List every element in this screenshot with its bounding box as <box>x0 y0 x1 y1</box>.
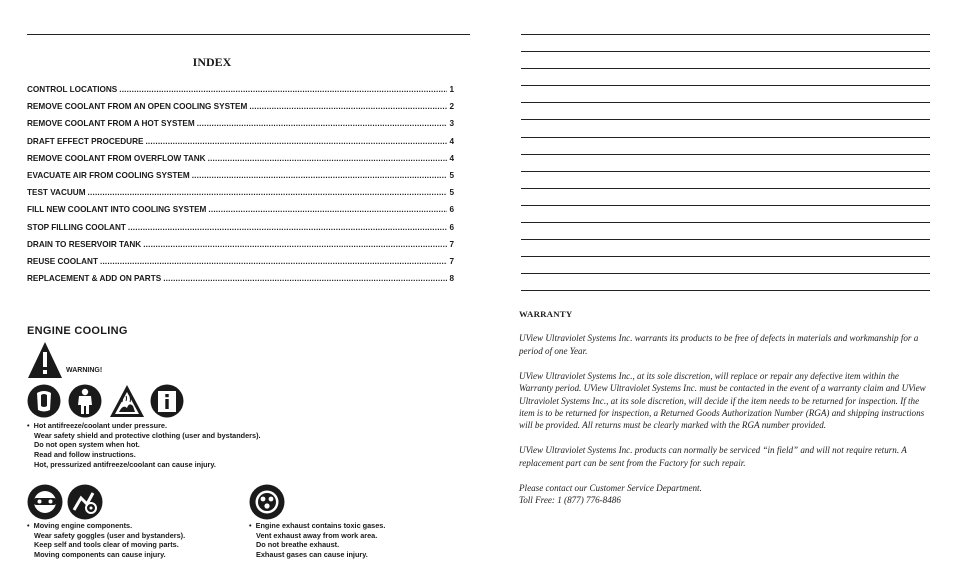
index-entry-page: 5 <box>449 188 454 198</box>
warning-line: • Engine exhaust contains toxic gases. <box>249 521 386 530</box>
engine-cooling-heading: ENGINE COOLING <box>27 325 128 337</box>
index-leader-dots <box>143 240 447 249</box>
warning-line: • Moving engine components. <box>27 521 133 530</box>
index-entry-title: REPLACEMENT & ADD ON PARTS <box>27 274 162 284</box>
index-entry[interactable] <box>27 137 454 154</box>
index-leader-dots <box>119 85 447 94</box>
index-entry-page: 6 <box>449 205 454 215</box>
index-entry-title: REMOVE COOLANT FROM AN OPEN COOLING SYSTEM <box>27 102 248 112</box>
index-entry[interactable] <box>27 223 454 240</box>
warranty-paragraph: UView Ultraviolet Systems Inc., at its sole discretion, will replace or repair any defective item within the Warranty period. UView Ultraviolet Systems Inc. must be contacted in the event of a warranty claim and UView Ultraviolet Systems Inc., at its sole discretion, will decide if the item needs to be returned for inspection. If the item is to be returned for inspection, a Returned Goods Authorization Number (RGA) and shipping instructions will be provided. All returns must be clearly marked with the RGA number provided. <box>519 370 926 431</box>
top-rule <box>27 34 470 35</box>
notes-line <box>521 256 930 257</box>
notes-line <box>521 222 930 223</box>
warning-triangle-icon <box>27 341 63 379</box>
index-entry[interactable] <box>27 85 454 102</box>
index-leader-dots <box>208 205 447 214</box>
index-entry-page: 7 <box>449 239 454 249</box>
warning-line: Read and follow instructions. <box>34 450 136 460</box>
notes-line <box>521 154 930 155</box>
index-entry-title: CONTROL LOCATIONS <box>27 85 118 94</box>
read-manual-icon <box>150 384 184 418</box>
notes-line <box>521 68 930 69</box>
notes-line <box>521 85 930 86</box>
index-entry[interactable] <box>27 171 454 188</box>
warning-line: Do not breathe exhaust. <box>256 540 340 550</box>
index-entry-page: 8 <box>449 274 454 284</box>
notes-line <box>521 119 930 120</box>
warning-line: Wear safety goggles (user and bystanders). <box>34 530 186 540</box>
index-entry-page: 7 <box>449 256 454 266</box>
warning-line: Keep self and tools clear of moving parts. <box>34 540 179 550</box>
index-leader-dots <box>249 102 447 111</box>
index-entry[interactable] <box>27 119 454 136</box>
safety-goggles-icon <box>27 484 63 520</box>
notes-line <box>521 290 930 291</box>
notes-line <box>521 137 930 138</box>
index-leader-dots <box>145 137 447 146</box>
index-entry-page: 6 <box>449 222 454 232</box>
index-entry[interactable] <box>27 188 454 205</box>
index-leader-dots <box>192 171 448 180</box>
index-leader-dots <box>208 154 448 163</box>
index-entry-page: 2 <box>449 102 454 112</box>
notes-line <box>521 34 930 35</box>
index-entry[interactable] <box>27 257 454 274</box>
notes-line <box>521 205 930 206</box>
index-leader-dots <box>163 274 447 283</box>
index-entry-title: TEST VACUUM <box>27 188 86 198</box>
index-entry-title: REUSE COOLANT <box>27 256 98 266</box>
notes-line <box>521 239 930 240</box>
face-shield-icon <box>27 384 61 418</box>
index-entry-page: 4 <box>449 136 454 146</box>
index-entry[interactable] <box>27 274 454 291</box>
index-entry[interactable] <box>27 154 454 171</box>
warning-text: Moving engine components. <box>33 521 133 530</box>
index-entry[interactable] <box>27 205 454 222</box>
index-leader-dots <box>100 257 447 266</box>
warranty-paragraph: UView Ultraviolet Systems Inc. products can normally be serviced “in field” and will not require return. A replacement part can be sent from the Factory for such repair. <box>519 445 907 468</box>
index-entry-title: DRAFT EFFECT PROCEDURE <box>27 136 144 146</box>
index-entry-title: FILL NEW COOLANT INTO COOLING SYSTEM <box>27 205 207 215</box>
moving-parts-warning <box>27 521 185 560</box>
warning-line: Do not open system when hot. <box>34 440 140 450</box>
index-entry[interactable] <box>27 102 454 119</box>
hot-surface-icon <box>109 384 145 418</box>
notes-line <box>521 188 930 189</box>
notes-line <box>521 102 930 103</box>
warning-line: • Hot antifreeze/coolant under pressure. <box>27 421 168 430</box>
index-entry-title: EVACUATE AIR FROM COOLING SYSTEM <box>27 170 190 180</box>
notes-line <box>521 273 930 274</box>
index-entry-page: 4 <box>449 153 454 163</box>
hot-coolant-warning <box>27 421 261 470</box>
warranty-heading: WARRANTY <box>519 309 573 319</box>
warning-text: Engine exhaust contains toxic gases. <box>255 521 386 530</box>
protective-clothing-icon <box>68 384 102 418</box>
index-entry-title: STOP FILLING COOLANT <box>27 222 126 232</box>
moving-parts-icon <box>67 484 103 520</box>
warranty-paragraph: UView Ultraviolet Systems Inc. warrants its products to be free of defects in materials and workmanship for a period of one Year. <box>519 333 919 356</box>
warning-line: Exhaust gases can cause injury. <box>256 550 368 560</box>
index-list <box>27 85 454 291</box>
index-leader-dots <box>128 223 448 232</box>
warning-text: Hot antifreeze/coolant under pressure. <box>33 421 168 430</box>
index-leader-dots <box>88 188 448 197</box>
index-entry-page: 5 <box>449 170 454 180</box>
notes-line <box>521 51 930 52</box>
index-entry-page: 1 <box>449 85 454 94</box>
notes-lines <box>521 34 930 308</box>
notes-line <box>521 171 930 172</box>
warranty-contact: Please contact our Customer Service Department. <box>519 482 702 493</box>
gas-mask-icon <box>249 484 285 520</box>
index-entry-title: REMOVE COOLANT FROM A HOT SYSTEM <box>27 119 195 129</box>
warranty-phone[interactable]: Toll Free: 1 (877) 776-8486 <box>519 494 621 505</box>
warning-line: Wear safety shield and protective clothing (user and bystanders). <box>34 430 261 440</box>
warning-label: WARNING! <box>66 367 103 374</box>
index-entry-title: REMOVE COOLANT FROM OVERFLOW TANK <box>27 153 206 163</box>
warning-line: Moving components can cause injury. <box>34 550 166 560</box>
warranty-section <box>519 308 931 519</box>
warning-line: Hot, pressurized antifreeze/coolant can cause injury. <box>34 459 216 469</box>
index-entry-title: DRAIN TO RESERVOIR TANK <box>27 239 142 249</box>
index-entry[interactable] <box>27 240 454 257</box>
warning-line: Vent exhaust away from work area. <box>256 530 378 540</box>
index-title: INDEX <box>192 55 232 69</box>
index-entry-page: 3 <box>449 119 454 129</box>
index-leader-dots <box>197 119 448 128</box>
exhaust-warning <box>249 521 385 560</box>
